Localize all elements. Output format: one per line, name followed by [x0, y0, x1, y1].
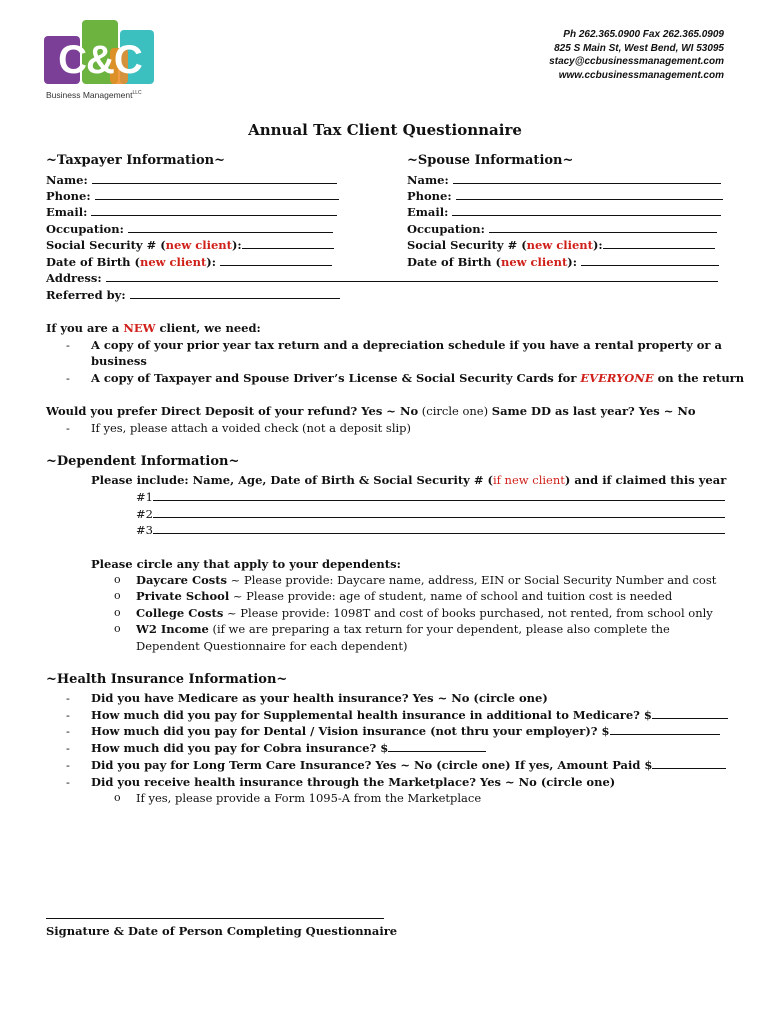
- private-school-option[interactable]: [136, 588, 672, 605]
- spouse-dob-label-b: ):: [567, 255, 577, 269]
- signature-line[interactable]: [46, 918, 384, 919]
- contact-block: [549, 28, 724, 82]
- spouse-dob-row: [407, 254, 719, 271]
- taxpayer-ssn-label-a: Social Security # (: [46, 238, 166, 252]
- health-q1: Did you have Medicare as your health insurance? Yes ~ No (circle one): [91, 691, 548, 705]
- dependent-number-3: #3: [136, 523, 153, 537]
- taxpayer-dob-field[interactable]: [220, 254, 332, 266]
- spouse-ssn-new: new client: [526, 238, 593, 252]
- spouse-ssn-field[interactable]: [603, 237, 715, 249]
- spouse-phone-label: Phone:: [407, 189, 452, 203]
- spouse-email-label: Email:: [407, 205, 449, 219]
- health-q4-row: [91, 740, 486, 757]
- health-q4: How much did you pay for Cobra insurance? $: [91, 741, 389, 755]
- dash-bullet: -: [66, 741, 70, 755]
- health-q5-field[interactable]: [652, 757, 726, 769]
- taxpayer-ssn-label-b: ):: [231, 238, 242, 252]
- new-client-item2-a: A copy of Taxpayer and Spouse Driver’s License & Social Security Cards for: [91, 371, 581, 385]
- new-client-item2-everyone: EVERYONE: [580, 371, 654, 385]
- taxpayer-heading: ~Taxpayer Information~: [46, 153, 225, 168]
- spouse-ssn-label-b: ):: [592, 238, 603, 252]
- new-client-item1-line1: A copy of your prior year tax return and a depreciation schedule if you have a rental property or a: [91, 338, 722, 352]
- taxpayer-dob-label-a: Date of Birth (: [46, 255, 140, 269]
- dependent-field-3[interactable]: [153, 522, 725, 534]
- logo-subtitle: Business Management: [46, 90, 133, 100]
- college-costs-text: ~ Please provide: 1098T and cost of books purchased, not rented, from school only: [223, 606, 713, 620]
- dependent-number-1: #1: [136, 490, 153, 504]
- taxpayer-dob-new: new client: [139, 255, 207, 269]
- taxpayer-ssn-row: [46, 237, 334, 254]
- dependent-row-3: [136, 522, 725, 539]
- health-q2-row: [91, 707, 728, 724]
- new-client-item2: [91, 370, 744, 387]
- dependent-include-b: ) and if claimed this year: [564, 473, 727, 487]
- dependent-number-2: #2: [136, 507, 153, 521]
- taxpayer-name-label: Name:: [46, 173, 88, 187]
- taxpayer-email-field[interactable]: [91, 204, 337, 216]
- dash-bullet: -: [66, 708, 70, 722]
- spouse-dob-new: new client: [500, 255, 568, 269]
- referred-label: Referred by:: [46, 288, 126, 302]
- referred-row: [46, 287, 340, 304]
- taxpayer-email-label: Email:: [46, 205, 88, 219]
- dash-bullet: -: [66, 758, 70, 772]
- dash-bullet: -: [66, 421, 70, 435]
- new-client-item2-b: on the return: [653, 371, 745, 385]
- new-client-item1-line2: business: [91, 354, 147, 368]
- taxpayer-ssn-field[interactable]: [242, 237, 334, 249]
- direct-deposit-q-a: Would you prefer Direct Deposit of your refund? Yes ~ No: [46, 404, 419, 418]
- health-q6-sub: If yes, please provide a Form 1095-A from the Marketplace: [136, 791, 482, 805]
- page-title: Annual Tax Client Questionnaire: [248, 121, 522, 139]
- college-costs-option[interactable]: [136, 605, 713, 622]
- spouse-ssn-label-a: Social Security # (: [407, 238, 527, 252]
- dependent-row-1: [136, 489, 725, 506]
- spouse-name-row: [407, 172, 721, 189]
- dash-bullet: -: [66, 724, 70, 738]
- spouse-occupation-label: Occupation:: [407, 222, 485, 236]
- health-q3-field[interactable]: [610, 723, 720, 735]
- logo-subtitle-line: [46, 90, 142, 100]
- taxpayer-phone-label: Phone:: [46, 189, 91, 203]
- new-client-intro-new: NEW: [123, 321, 156, 335]
- address-field[interactable]: [106, 270, 718, 282]
- taxpayer-occupation-field[interactable]: [128, 221, 333, 233]
- dependent-include: [91, 472, 726, 489]
- dependent-row-2: [136, 506, 725, 523]
- daycare-costs-text: ~ Please provide: Daycare name, address, EIN or Social Security Number and cost: [227, 573, 717, 587]
- w2-income-label: W2 Income: [136, 622, 209, 636]
- daycare-costs-option[interactable]: [136, 572, 716, 589]
- daycare-costs-label: Daycare Costs: [136, 573, 228, 587]
- spouse-email-field[interactable]: [452, 204, 721, 216]
- circle-bullet: o: [114, 791, 121, 804]
- dash-bullet: -: [66, 691, 70, 705]
- spouse-ssn-row: [407, 237, 715, 254]
- contact-phone: Ph 262.365.0900 Fax 262.365.0909: [563, 29, 724, 40]
- health-q5: Did you pay for Long Term Care Insurance? Yes ~ No (circle one) If yes, Amount Paid $: [91, 758, 653, 772]
- spouse-dob-label-a: Date of Birth (: [407, 255, 501, 269]
- health-q2-field[interactable]: [652, 707, 728, 719]
- direct-deposit-q-circle: (circle one): [418, 404, 492, 418]
- taxpayer-phone-field[interactable]: [95, 188, 339, 200]
- health-q3-row: [91, 723, 720, 740]
- health-q5-row: [91, 757, 726, 774]
- signature-label: Signature & Date of Person Completing Questionnaire: [46, 924, 398, 938]
- spouse-dob-field[interactable]: [581, 254, 719, 266]
- health-q4-field[interactable]: [388, 740, 486, 752]
- circle-bullet: o: [114, 622, 121, 635]
- taxpayer-name-row: [46, 172, 337, 189]
- dependent-circle-heading: Please circle any that apply to your dependents:: [91, 557, 401, 571]
- taxpayer-phone-row: [46, 188, 339, 205]
- address-label: Address:: [46, 271, 102, 285]
- private-school-text: ~ Please provide: age of student, name of school and tuition cost is needed: [229, 589, 673, 603]
- circle-bullet: o: [114, 589, 121, 602]
- spouse-email-row: [407, 204, 721, 221]
- taxpayer-occupation-label: Occupation:: [46, 222, 124, 236]
- health-heading: ~Health Insurance Information~: [46, 672, 288, 687]
- taxpayer-occupation-row: [46, 221, 333, 238]
- direct-deposit-q-b: Same DD as last year? Yes ~ No: [491, 404, 696, 418]
- private-school-label: Private School: [136, 589, 230, 603]
- dependent-include-new: if new client: [492, 473, 565, 487]
- company-logo: [44, 18, 164, 104]
- w2-income-option[interactable]: [136, 621, 670, 638]
- spouse-phone-field[interactable]: [456, 188, 723, 200]
- dash-bullet: -: [66, 338, 70, 352]
- new-client-intro-b: client, we need:: [155, 321, 261, 335]
- taxpayer-email-row: [46, 204, 337, 221]
- spouse-name-field[interactable]: [453, 172, 721, 184]
- direct-deposit-question: [46, 403, 696, 420]
- logo-llc: LLC: [132, 90, 142, 97]
- contact-address: 825 S Main St, West Bend, WI 53095: [554, 42, 724, 54]
- logo-text: C&C: [58, 38, 142, 82]
- new-client-intro: [46, 320, 261, 337]
- health-q6: Did you receive health insurance through the Marketplace? Yes ~ No (circle one): [91, 775, 616, 789]
- spouse-occupation-field[interactable]: [489, 221, 717, 233]
- w2-income-text: (if we are preparing a tax return for your dependent, please also complete the: [208, 622, 670, 636]
- spouse-occupation-row: [407, 221, 717, 238]
- taxpayer-dob-label-b: ):: [206, 255, 216, 269]
- taxpayer-dob-row: [46, 254, 332, 271]
- spouse-phone-row: [407, 188, 723, 205]
- college-costs-label: College Costs: [136, 606, 224, 620]
- health-q3: How much did you pay for Dental / Vision insurance (not thru your employer)? $: [91, 724, 610, 738]
- dependent-field-1[interactable]: [153, 489, 725, 501]
- taxpayer-ssn-new: new client: [165, 238, 232, 252]
- dependent-include-a: Please include: Name, Age, Date of Birth & Social Security # (: [91, 473, 493, 487]
- spouse-heading: ~Spouse Information~: [407, 153, 574, 168]
- circle-bullet: o: [114, 573, 121, 586]
- taxpayer-name-field[interactable]: [92, 172, 337, 184]
- dash-bullet: -: [66, 775, 70, 789]
- address-row: [46, 270, 718, 287]
- spouse-name-label: Name:: [407, 173, 449, 187]
- dependent-field-2[interactable]: [153, 506, 725, 518]
- dependent-heading: ~Dependent Information~: [46, 454, 240, 469]
- circle-bullet: o: [114, 606, 121, 619]
- health-q2: How much did you pay for Supplemental health insurance in additional to Medicare? $: [91, 708, 652, 722]
- new-client-intro-a: If you are a: [46, 321, 124, 335]
- w2-income-text-line2: Dependent Questionnaire for each dependent): [136, 639, 408, 653]
- contact-web: www.ccbusinessmanagement.com: [558, 69, 724, 81]
- contact-email: stacy@ccbusinessmanagement.com: [549, 56, 724, 67]
- dash-bullet: -: [66, 371, 70, 385]
- referred-field[interactable]: [130, 287, 340, 299]
- direct-deposit-note: If yes, please attach a voided check (not a deposit slip): [91, 421, 412, 435]
